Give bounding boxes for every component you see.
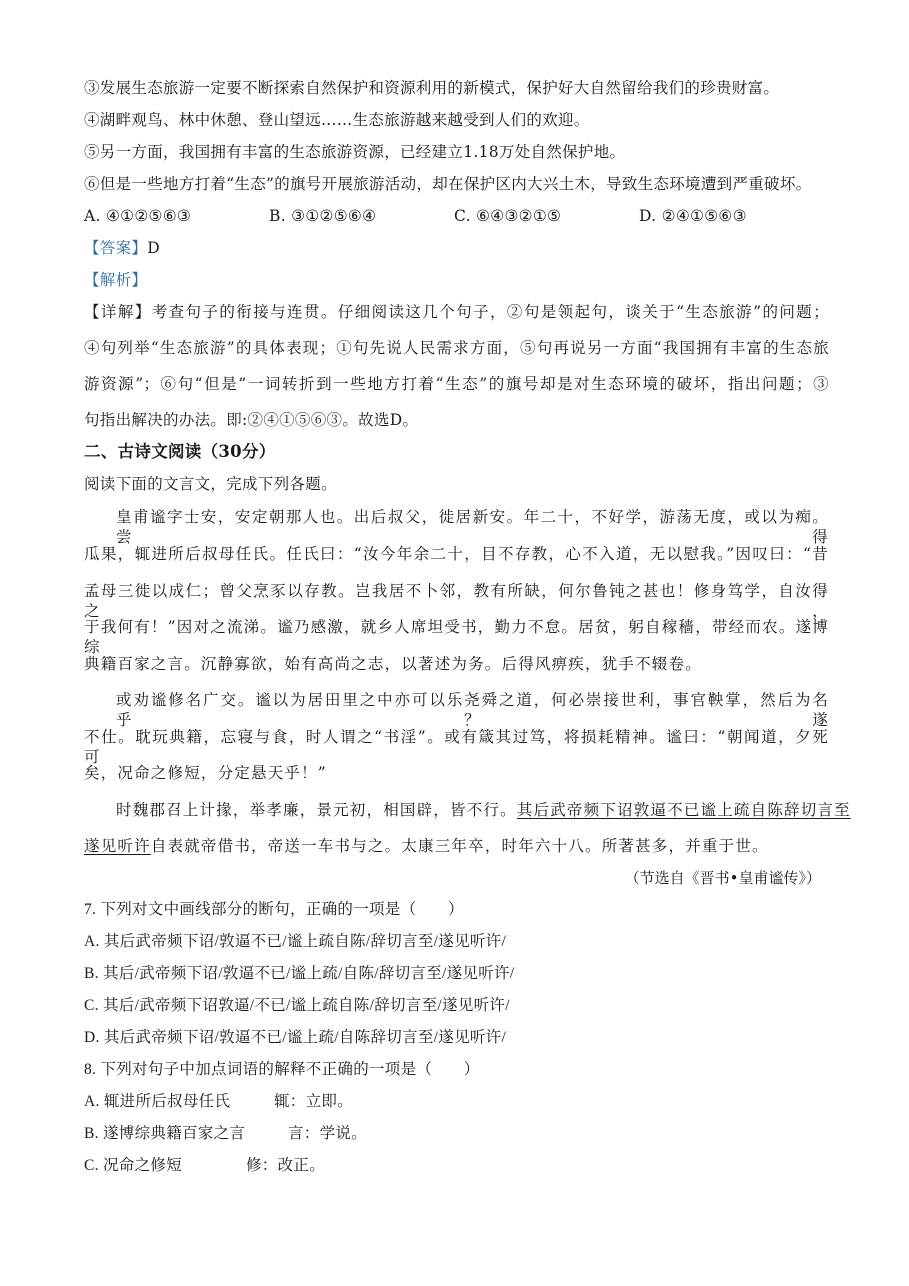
passage-p2-line-1: 或劝谧修名广交。谧以为居田里之中亦可以乐尧舜之道，何必崇接世利，事官鞅掌，然后为名乎？遂 [116,691,829,729]
passage-p3-line-2 [84,836,829,856]
q7-option-c: C. 其后/武帝频下诏敦逼/不已/谧上疏自陈/辞切言至/遂见听许/ [84,997,510,1014]
passage-p3-line-1 [116,800,851,820]
underlined-segment-2: 遂见听许 [84,837,151,855]
analysis-line-3: 游资源”；⑥句“但是”一词转折到一些地方打着“生态”的旗号却是对生态环境的破坏，指出问题；③ [84,375,829,393]
analysis-line-1: 【详解】考查句子的衔接与连贯。仔细阅读这几个句子，②句是领起句，谈关于“生态旅游”的问题； [84,303,829,321]
section-title: 二、古诗文阅读（30分） [84,442,276,461]
passage-p1-line-1: 皇甫谧字士安，安定朝那人也。出后叔父，徙居新安。年二十，不好学，游荡无度，或以为痴。尝得 [116,508,829,546]
q8-option-a-gloss: 辄：立即。 [274,1093,354,1110]
answer-value: D [147,239,160,257]
q7-option-d: D. 其后武帝频下诏/敦逼不已/谧上疏/自陈辞切言至/遂见听许/ [84,1029,507,1046]
q6-option-d: D. ②④①⑤⑥③ [639,207,747,225]
sentence-3: ③发展生态旅游一定要不断探索自然保护和资源利用的新模式，保护好大自然留给我们的珍贵财富。 [84,79,780,97]
answer-tag: 【答案】 [84,239,148,257]
q7-option-b: B. 其后/武帝频下诏/敦逼不已/谧上疏/自陈/辞切言至/遂见听许/ [84,965,515,982]
q8-option-c-sentence: C. 况命之修短 [84,1157,182,1174]
passage-p3-plain-1: 时魏郡召上计掾，举孝廉，景元初，相国辟，皆不行。 [116,801,517,819]
q8-option-a [84,1092,829,1112]
q7-option-a: A. 其后武帝频下诏/敦逼不已/谧上疏自陈/辞切言至/遂见听许/ [84,933,507,950]
q8-stem: 8. 下列对句子中加点词语的解释不正确的一项是（ ） [84,1061,480,1078]
q6-option-c: C. ⑥④③②①⑤ [454,207,562,225]
passage-p1-line-5: 典籍百家之言。沉静寡欲，始有高尚之志，以著述为务。后得风痹疾，犹手不辍卷。 [84,655,702,673]
passage-p2-line-3: 矣，况命之修短，分定悬天乎！” [84,764,327,782]
passage-p3-plain-2: 自表就帝借书，帝送一车书与之。太康三年卒，时年六十八。所著甚多，并重于世。 [150,837,769,855]
sentence-5: ⑤另一方面，我国拥有丰富的生态旅游资源，已经建立1.18万处自然保护地。 [84,143,626,161]
q8-option-b-sentence: B. 遂博综典籍百家之言 [84,1125,246,1142]
analysis-line-4: 句指出解决的办法。即:②④①⑤⑥③。故选D。 [84,411,419,429]
passage-p1-line-4: 于我何有！”因对之流涕。谧乃感激，就乡人席坦受书，勤力不怠。居贫，躬自稼穑，带经而农。遂博综 [84,618,829,656]
q7-stem: 7. 下列对文中画线部分的断句，正确的一项是（ ） [84,901,464,918]
analysis-line-2: ④句列举“生态旅游”的具体表现；①句先说人民需求方面，⑤句再说另一方面“我国拥有丰富的生态旅 [84,339,829,357]
q6-options [84,206,829,226]
passage-p1-line-3: 孟母三徙以成仁；曾父烹豕以存教。岂我居不卜邻，教有所缺，何尔鲁钝之甚也！修身笃学，自汝得之， [84,582,829,620]
analysis-tag: 【解析】 [84,271,148,289]
q8-option-c [84,1156,829,1176]
sentence-6: ⑥但是一些地方打着“生态”的旗号开展旅游活动，却在保护区内大兴土木，导致生态环境遭到严重破坏。 [84,175,812,193]
passage-p1-line-2: 瓜果，辄进所后叔母任氏。任氏曰：“汝今年余二十，目不存教，心不入道，无以慰我。”因叹曰：“昔 [84,545,829,563]
q8-option-b-gloss: 言：学说。 [288,1125,368,1142]
q8-option-a-sentence: A. 辄进所后叔母任氏 [84,1093,231,1110]
passage-p2-line-2: 不仕。耽玩典籍，忘寝与食，时人谓之“书淫”。或有箴其过笃，将损耗精神。谧曰：“朝闻道，夕死可 [84,728,829,766]
q8-option-c-gloss: 修：改正。 [246,1157,326,1174]
answer-line [84,238,829,258]
passage-source: （节选自《晋书•皇甫谧传》） [624,869,821,887]
section-instruction: 阅读下面的文言文，完成下列各题。 [84,475,337,493]
sentence-4: ④湖畔观鸟、林中休憩、登山望远……生态旅游越来越受到人们的欢迎。 [84,111,590,129]
underlined-segment-1: 其后武帝频下诏敦逼不已谧上疏自陈辞切言至 [516,801,851,819]
q8-option-b [84,1124,829,1144]
q6-option-a: A. ④①②⑤⑥③ [84,207,192,225]
q6-option-b: B. ③①②⑤⑥④ [269,207,377,225]
